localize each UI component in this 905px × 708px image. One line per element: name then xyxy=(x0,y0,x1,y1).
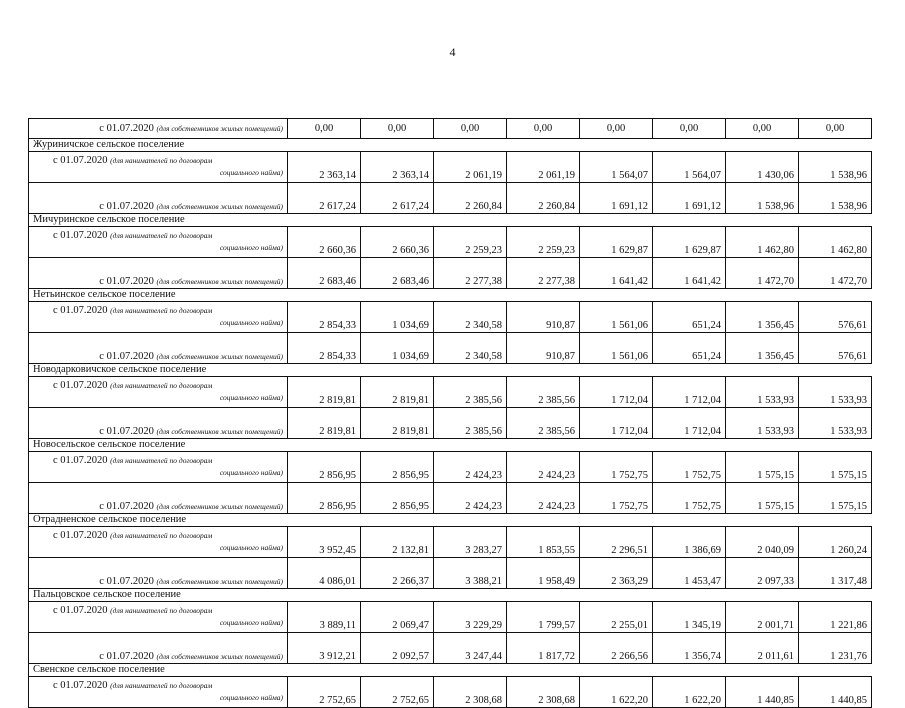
table-cell: 1 712,04 xyxy=(653,377,726,408)
date-label: с 01.07.2020 xyxy=(99,501,154,512)
table-cell: 1 260,24 xyxy=(799,527,872,558)
section-header-row xyxy=(29,214,872,227)
label-line xyxy=(33,455,283,467)
table-cell: 1 034,69 xyxy=(361,302,434,333)
table-cell: 2 424,23 xyxy=(434,483,507,514)
table-cell: 1 440,85 xyxy=(799,677,872,708)
date-label: с 01.07.2020 xyxy=(53,230,108,241)
table-cell: 2 385,56 xyxy=(434,408,507,439)
table-cell: 2 683,46 xyxy=(288,258,361,289)
table-row xyxy=(29,408,872,439)
section-name: Отрадненское сельское поселение xyxy=(29,514,872,527)
label-line xyxy=(33,530,283,542)
table-cell: 2 132,81 xyxy=(361,527,434,558)
table-row xyxy=(29,633,872,664)
table-cell: 1 853,55 xyxy=(507,527,580,558)
table-cell: 576,61 xyxy=(799,302,872,333)
table-cell: 1 561,06 xyxy=(580,333,653,364)
table-cell: 2 266,56 xyxy=(580,633,653,664)
table-row xyxy=(29,227,872,258)
date-label: с 01.07.2020 xyxy=(53,455,108,466)
owners-note: (для собственников жилых помещений) xyxy=(156,502,283,511)
table-cell: 2 259,23 xyxy=(507,227,580,258)
table-cell: 1 533,93 xyxy=(799,377,872,408)
section-header-row xyxy=(29,514,872,527)
table-cell: 3 889,11 xyxy=(288,602,361,633)
table-cell: 651,24 xyxy=(653,302,726,333)
table-row xyxy=(29,119,872,139)
tenants-note-cont: социального найма) xyxy=(219,468,283,477)
table-cell: 2 660,36 xyxy=(361,227,434,258)
table-row xyxy=(29,377,872,408)
table-cell: 1 462,80 xyxy=(726,227,799,258)
table-cell: 1 712,04 xyxy=(580,408,653,439)
table-cell: 1 440,85 xyxy=(726,677,799,708)
table-cell: 2 255,01 xyxy=(580,602,653,633)
date-label: с 01.07.2020 xyxy=(99,276,154,287)
table-cell: 2 385,56 xyxy=(507,377,580,408)
label-line xyxy=(33,680,283,692)
table-cell: 2 340,58 xyxy=(434,302,507,333)
table-cell: 1 533,93 xyxy=(726,377,799,408)
table-cell: 1 356,45 xyxy=(726,333,799,364)
date-label: с 01.07.2020 xyxy=(53,155,108,166)
table-cell: 0,00 xyxy=(653,119,726,139)
table-cell: 2 001,71 xyxy=(726,602,799,633)
table-row xyxy=(29,677,872,708)
table-row xyxy=(29,333,872,364)
row-label xyxy=(29,152,288,183)
owners-note: (для собственников жилых помещений) xyxy=(156,123,283,133)
table-cell: 1 752,75 xyxy=(653,483,726,514)
table-cell: 1 622,20 xyxy=(580,677,653,708)
table-cell: 2 259,23 xyxy=(434,227,507,258)
table-cell: 1 752,75 xyxy=(580,483,653,514)
section-name: Мичуринское сельское поселение xyxy=(29,214,872,227)
table-cell: 0,00 xyxy=(507,119,580,139)
table-row xyxy=(29,602,872,633)
table-cell: 1 356,45 xyxy=(726,302,799,333)
table-cell: 1 799,57 xyxy=(507,602,580,633)
table-cell: 2 660,36 xyxy=(288,227,361,258)
tenants-note: (для нанимателей по договорам xyxy=(110,681,213,690)
date-label: с 01.07.2020 xyxy=(99,351,154,362)
section-name: Новосельское сельское поселение xyxy=(29,439,872,452)
table-row xyxy=(29,527,872,558)
table-cell: 1 958,49 xyxy=(507,558,580,589)
row-label xyxy=(29,527,288,558)
section-header-row xyxy=(29,139,872,152)
table-cell: 3 247,44 xyxy=(434,633,507,664)
table-cell: 1 356,74 xyxy=(653,633,726,664)
table-cell: 2 819,81 xyxy=(288,377,361,408)
label-line xyxy=(33,155,283,167)
tenants-note: (для нанимателей по договорам xyxy=(110,306,213,315)
table-cell: 2 266,37 xyxy=(361,558,434,589)
table-cell: 2 752,65 xyxy=(361,677,434,708)
label-line xyxy=(33,605,283,617)
page-number: 4 xyxy=(449,45,456,59)
table-cell: 1 538,96 xyxy=(726,183,799,214)
table-cell: 2 752,65 xyxy=(288,677,361,708)
table-cell: 2 308,68 xyxy=(434,677,507,708)
table-cell: 2 385,56 xyxy=(434,377,507,408)
table-cell: 0,00 xyxy=(726,119,799,139)
row-label xyxy=(29,377,288,408)
table-cell: 1 575,15 xyxy=(726,452,799,483)
table-cell: 1 538,96 xyxy=(799,152,872,183)
table-cell: 4 086,01 xyxy=(288,558,361,589)
label-line xyxy=(33,380,283,392)
table-row xyxy=(29,452,872,483)
table-cell: 2 854,33 xyxy=(288,333,361,364)
table-cell: 1 817,72 xyxy=(507,633,580,664)
table-cell: 2 617,24 xyxy=(361,183,434,214)
table-cell: 3 283,27 xyxy=(434,527,507,558)
table-row xyxy=(29,302,872,333)
table-cell: 1 641,42 xyxy=(653,258,726,289)
date-label: с 01.07.2020 xyxy=(53,530,108,541)
table-cell: 2 819,81 xyxy=(288,408,361,439)
row-label xyxy=(29,677,288,708)
table-row xyxy=(29,183,872,214)
tenants-note-cont: социального найма) xyxy=(219,318,283,327)
table-cell: 1 622,20 xyxy=(653,677,726,708)
date-label: с 01.07.2020 xyxy=(53,605,108,616)
table-cell: 576,61 xyxy=(799,333,872,364)
row-label xyxy=(29,183,288,214)
owners-note: (для собственников жилых помещений) xyxy=(156,577,283,586)
tenants-note: (для нанимателей по договорам xyxy=(110,531,213,540)
table-cell: 2 683,46 xyxy=(361,258,434,289)
table-cell: 1 472,70 xyxy=(799,258,872,289)
date-label: с 01.07.2020 xyxy=(53,680,108,691)
table-cell: 1 231,76 xyxy=(799,633,872,664)
table-cell: 1 533,93 xyxy=(799,408,872,439)
table-cell: 2 385,56 xyxy=(507,408,580,439)
table-cell: 2 260,84 xyxy=(507,183,580,214)
tariff-table-body xyxy=(29,119,872,708)
label-line xyxy=(33,305,283,317)
table-cell: 2 277,38 xyxy=(434,258,507,289)
row-label xyxy=(29,302,288,333)
table-cell: 2 424,23 xyxy=(507,452,580,483)
tenants-note-cont: социального найма) xyxy=(219,168,283,177)
owners-note: (для собственников жилых помещений) xyxy=(156,277,283,286)
label-line xyxy=(33,230,283,242)
table-cell: 0,00 xyxy=(361,119,434,139)
tenants-note: (для нанимателей по договорам xyxy=(110,456,213,465)
row-label xyxy=(29,258,288,289)
table-cell: 1 564,07 xyxy=(653,152,726,183)
owners-note: (для собственников жилых помещений) xyxy=(156,202,283,211)
table-cell: 2 363,29 xyxy=(580,558,653,589)
table-cell: 1 430,06 xyxy=(726,152,799,183)
table-cell: 0,00 xyxy=(288,119,361,139)
table-cell: 0,00 xyxy=(799,119,872,139)
table-cell: 1 629,87 xyxy=(580,227,653,258)
date-label: с 01.07.2020 xyxy=(99,426,154,437)
row-label xyxy=(29,119,288,139)
section-name: Свенское сельское поселение xyxy=(29,664,872,677)
section-header-row xyxy=(29,439,872,452)
date-label: с 01.07.2020 xyxy=(99,651,154,662)
row-label xyxy=(29,227,288,258)
table-cell: 1 752,75 xyxy=(653,452,726,483)
table-cell: 1 752,75 xyxy=(580,452,653,483)
table-cell: 2 092,57 xyxy=(361,633,434,664)
date-label: с 01.07.2020 xyxy=(53,380,108,391)
section-name: Пальцовское сельское поселение xyxy=(29,589,872,602)
tenants-note: (для нанимателей по договорам xyxy=(110,156,213,165)
table-cell: 2 854,33 xyxy=(288,302,361,333)
table-cell: 3 952,45 xyxy=(288,527,361,558)
table-cell: 2 363,14 xyxy=(361,152,434,183)
table-cell: 2 069,47 xyxy=(361,602,434,633)
table-cell: 1 691,12 xyxy=(653,183,726,214)
row-label xyxy=(29,633,288,664)
tenants-note-cont: социального найма) xyxy=(219,393,283,402)
row-label xyxy=(29,602,288,633)
table-cell: 1 034,69 xyxy=(361,333,434,364)
tenants-note-cont: социального найма) xyxy=(219,543,283,552)
table-cell: 1 345,19 xyxy=(653,602,726,633)
table-cell: 2 061,19 xyxy=(507,152,580,183)
owners-note: (для собственников жилых помещений) xyxy=(156,352,283,361)
table-cell: 1 462,80 xyxy=(799,227,872,258)
table-row xyxy=(29,558,872,589)
row-label xyxy=(29,452,288,483)
tenants-note: (для нанимателей по договорам xyxy=(110,606,213,615)
table-row xyxy=(29,483,872,514)
table-cell: 2 097,33 xyxy=(726,558,799,589)
table-cell: 1 538,96 xyxy=(799,183,872,214)
table-row xyxy=(29,152,872,183)
table-cell: 1 575,15 xyxy=(799,483,872,514)
table-cell: 651,24 xyxy=(653,333,726,364)
table-cell: 0,00 xyxy=(434,119,507,139)
tenants-note-cont: социального найма) xyxy=(219,693,283,702)
table-cell: 1 453,47 xyxy=(653,558,726,589)
table-cell: 2 277,38 xyxy=(507,258,580,289)
table-cell: 1 317,48 xyxy=(799,558,872,589)
tariff-table xyxy=(28,118,872,708)
table-cell: 1 575,15 xyxy=(726,483,799,514)
table-cell: 2 856,95 xyxy=(288,483,361,514)
table-cell: 1 712,04 xyxy=(580,377,653,408)
table-cell: 2 011,61 xyxy=(726,633,799,664)
table-row xyxy=(29,258,872,289)
table-cell: 1 575,15 xyxy=(799,452,872,483)
table-cell: 2 819,81 xyxy=(361,408,434,439)
section-name: Нетьинское сельское поселение xyxy=(29,289,872,302)
table-cell: 1 629,87 xyxy=(653,227,726,258)
table-cell: 2 308,68 xyxy=(507,677,580,708)
table-cell: 1 533,93 xyxy=(726,408,799,439)
table-cell: 910,87 xyxy=(507,302,580,333)
table-cell: 3 388,21 xyxy=(434,558,507,589)
table-cell: 3 229,29 xyxy=(434,602,507,633)
row-label xyxy=(29,558,288,589)
tenants-note: (для нанимателей по договорам xyxy=(110,381,213,390)
table-cell: 2 040,09 xyxy=(726,527,799,558)
section-header-row xyxy=(29,289,872,302)
row-label xyxy=(29,333,288,364)
table-cell: 1 386,69 xyxy=(653,527,726,558)
table-cell: 1 561,06 xyxy=(580,302,653,333)
owners-note: (для собственников жилых помещений) xyxy=(156,427,283,436)
table-cell: 1 712,04 xyxy=(653,408,726,439)
table-cell: 910,87 xyxy=(507,333,580,364)
date-label: с 01.07.2020 xyxy=(99,122,154,134)
tenants-note-cont: социального найма) xyxy=(219,243,283,252)
table-cell: 2 617,24 xyxy=(288,183,361,214)
section-name: Журиничское сельское поселение xyxy=(29,139,872,152)
section-name: Новодарковичское сельское поселение xyxy=(29,364,872,377)
row-label xyxy=(29,408,288,439)
table-cell: 2 819,81 xyxy=(361,377,434,408)
table-cell: 1 221,86 xyxy=(799,602,872,633)
section-header-row xyxy=(29,364,872,377)
date-label: с 01.07.2020 xyxy=(53,305,108,316)
table-cell: 2 856,95 xyxy=(361,452,434,483)
table-cell: 2 856,95 xyxy=(361,483,434,514)
table-cell: 0,00 xyxy=(580,119,653,139)
date-label: с 01.07.2020 xyxy=(99,576,154,587)
tenants-note: (для нанимателей по договорам xyxy=(110,231,213,240)
owners-note: (для собственников жилых помещений) xyxy=(156,652,283,661)
table-cell: 2 856,95 xyxy=(288,452,361,483)
tenants-note-cont: социального найма) xyxy=(219,618,283,627)
date-label: с 01.07.2020 xyxy=(99,201,154,212)
section-header-row xyxy=(29,664,872,677)
section-header-row xyxy=(29,589,872,602)
table-cell: 2 296,51 xyxy=(580,527,653,558)
table-cell: 2 424,23 xyxy=(507,483,580,514)
table-cell: 1 472,70 xyxy=(726,258,799,289)
table-cell: 1 641,42 xyxy=(580,258,653,289)
row-label xyxy=(29,483,288,514)
table-cell: 2 061,19 xyxy=(434,152,507,183)
table-cell: 2 424,23 xyxy=(434,452,507,483)
table-cell: 1 691,12 xyxy=(580,183,653,214)
table-cell: 2 363,14 xyxy=(288,152,361,183)
table-cell: 2 260,84 xyxy=(434,183,507,214)
table-cell: 1 564,07 xyxy=(580,152,653,183)
table-cell: 3 912,21 xyxy=(288,633,361,664)
table-cell: 2 340,58 xyxy=(434,333,507,364)
